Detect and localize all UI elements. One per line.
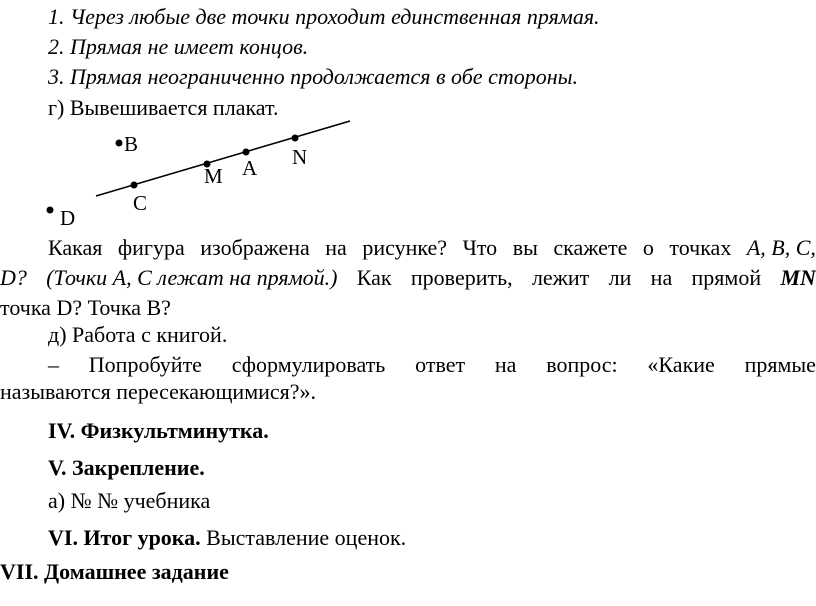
section-vi-text: Выставление оценок. (200, 525, 407, 550)
section-vi (48, 525, 406, 551)
section-vii-heading: VII. Домашнее задание (0, 559, 229, 584)
section-v-item-a: а) № № учебника (48, 488, 211, 513)
label-m: M (204, 164, 223, 188)
point-b (116, 140, 123, 147)
point-d (47, 207, 54, 214)
task-line-2: называются пересекающимися?». (0, 379, 317, 404)
section-g-heading: г) Вывешивается плакат. (48, 95, 279, 120)
statement-3: 3. Прямая неограниченно продолжается в обе стороны. (48, 64, 579, 89)
section-d-heading: д) Работа с книгой. (48, 322, 228, 347)
question-line-3: точка D? Точка B? (0, 295, 171, 320)
label-c: C (133, 191, 148, 215)
point-n (292, 135, 299, 142)
statement-2: 2. Прямая не имеет концов. (48, 34, 309, 59)
statement-1: 1. Через любые две точки проходит единственная прямая. (48, 4, 600, 29)
label-b: B (124, 132, 139, 156)
section-v-heading: V. Закрепление. (48, 455, 205, 480)
label-d: D (60, 206, 76, 230)
point-c (131, 182, 138, 189)
task-line-1: – Попробуйте сформулировать ответ на вопрос: «Какие прямые (48, 352, 816, 377)
section-iv-heading: IV. Физкультминутка. (48, 418, 269, 443)
point-a (243, 149, 250, 156)
question-line-2: D? (Точки A, C лежат на прямой.) Как проверить, лежит ли на прямой MN (0, 265, 816, 290)
label-a: A (242, 156, 258, 180)
question-line-1: Какая фигура изображена на рисунке? Что вы скажете о точках A, B, C, (48, 235, 816, 260)
section-vi-heading: VI. Итог урока. (48, 525, 201, 550)
label-n: N (292, 145, 308, 169)
